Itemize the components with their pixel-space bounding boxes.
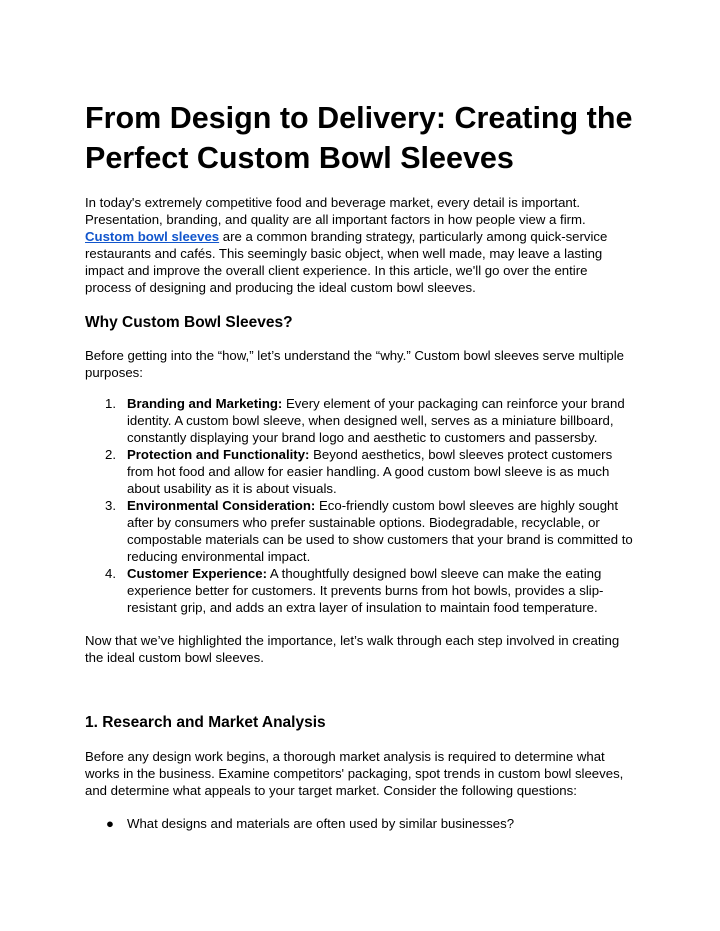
research-section-body: Before any design work begins, a thorough market analysis is required to determine what works in the business. Examine competitors' packaging, spot trends in custom bowl sleeves, and determine what appeals to your target market. Consider the following questions: <box>85 749 624 798</box>
list-item <box>85 497 637 565</box>
intro-text-before-link: In today's extremely competitive food and beverage market, every detail is important. Presentation, branding, and quality are all important factors in how people view a firm. <box>85 195 586 227</box>
page-title: From Design to Delivery: Creating the Perfect Custom Bowl Sleeves <box>85 101 633 175</box>
custom-bowl-sleeves-link[interactable]: Custom bowl sleeves <box>85 229 220 244</box>
list-item-title: Customer Experience: <box>127 566 267 581</box>
list-item-text: A thoughtfully designed bowl sleeve can make the eating experience better for customers. It prevents burns from hot bowls, provides a slip-resistant grip, and adds an extra layer of insulation to maintain food temperature. <box>127 566 604 615</box>
list-item-text: Every element of your packaging can reinforce your brand identity. A custom bowl sleeve, when designed well, serves as a miniature billboard, constantly displaying your brand logo and aesthetic to customers and passersby. <box>127 396 625 445</box>
why-section-lead: Before getting into the “how,” let’s understand the “why.” Custom bowl sleeves serve multiple purposes: <box>85 348 624 380</box>
list-item-number: 2. <box>105 447 116 462</box>
list-item-text: What designs and materials are often used by similar businesses? <box>127 816 515 831</box>
list-item-title: Protection and Functionality: <box>127 447 310 462</box>
bullet-icon: ● <box>106 816 114 831</box>
list-item <box>85 815 637 832</box>
list-item-title: Branding and Marketing: <box>127 396 283 411</box>
list-item-number: 1. <box>105 396 116 411</box>
list-item <box>85 446 637 497</box>
list-item-number: 4. <box>105 566 116 581</box>
intro-paragraph <box>85 194 637 296</box>
questions-list <box>85 815 637 832</box>
research-section-heading: 1. Research and Market Analysis <box>85 714 326 731</box>
intro-text-after-link: are a common branding strategy, particularly among quick-service restaurants and cafés. This seemingly basic object, when well made, may leave a lasting impact and improve the overall client experience. In this article, we'll go over the entire process of designing and producing the ideal custom bowl sleeves. <box>85 229 608 295</box>
list-item-text: Eco-friendly custom bowl sleeves are highly sought after by consumers who prefer sustainable options. Biodegradable, recyclable, or compostable materials can be used to show customers that your brand is committed to reducing environmental impact. <box>127 498 633 564</box>
reasons-list <box>85 395 637 616</box>
list-item-number: 3. <box>105 498 116 513</box>
list-item-text: Beyond aesthetics, bowl sleeves protect customers from hot food and allow for easier handling. A good custom bowl sleeve is as much about usability as it is about visuals. <box>127 447 613 496</box>
list-item-title: Environmental Consideration: <box>127 498 316 513</box>
list-item <box>85 395 637 446</box>
why-section-heading: Why Custom Bowl Sleeves? <box>85 314 293 331</box>
list-item <box>85 565 637 616</box>
why-section-outro: Now that we’ve highlighted the importance, let’s walk through each step involved in creating the ideal custom bowl sleeves. <box>85 633 620 665</box>
